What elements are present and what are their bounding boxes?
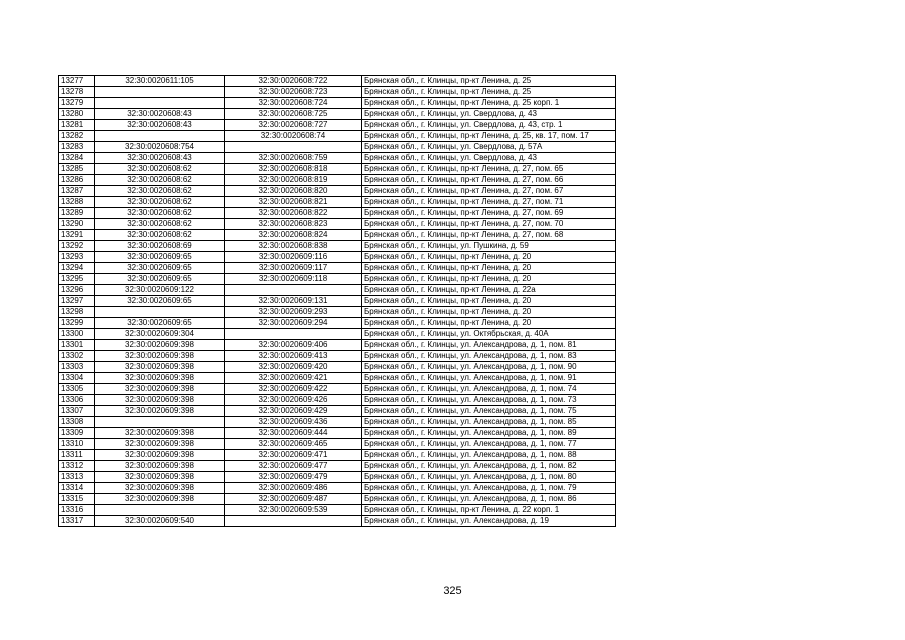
address-cell: Брянская обл., г. Клинцы, ул. Александрова, д. 1, пом. 85 <box>362 417 616 428</box>
row-number-cell: 13308 <box>59 417 95 428</box>
parent-cadastral-number-cell: 32:30:0020608:62 <box>95 230 225 241</box>
table-row <box>59 230 616 241</box>
row-number-cell: 13304 <box>59 373 95 384</box>
row-number-cell: 13307 <box>59 406 95 417</box>
address-cell: Брянская обл., г. Клинцы, ул. Александрова, д. 1, пом. 83 <box>362 351 616 362</box>
address-cell: Брянская обл., г. Клинцы, ул. Александрова, д. 1, пом. 89 <box>362 428 616 439</box>
row-number-cell: 13305 <box>59 384 95 395</box>
cadastral-number-cell: 32:30:0020608:821 <box>225 197 362 208</box>
table-row <box>59 483 616 494</box>
parent-cadastral-number-cell: 32:30:0020608:62 <box>95 197 225 208</box>
table-row <box>59 252 616 263</box>
parent-cadastral-number-cell: 32:30:0020608:62 <box>95 219 225 230</box>
address-cell: Брянская обл., г. Клинцы, ул. Александрова, д. 1, пом. 91 <box>362 373 616 384</box>
address-cell: Брянская обл., г. Клинцы, ул. Свердлова, д. 43 <box>362 109 616 120</box>
address-cell: Брянская обл., г. Клинцы, пр-кт Ленина, д. 27, пом. 69 <box>362 208 616 219</box>
address-cell: Брянская обл., г. Клинцы, пр-кт Ленина, д. 22 корп. 1 <box>362 505 616 516</box>
cadastral-number-cell: 32:30:0020609:471 <box>225 450 362 461</box>
table-row <box>59 274 616 285</box>
address-cell: Брянская обл., г. Клинцы, пр-кт Ленина, д. 25 <box>362 76 616 87</box>
table-row <box>59 373 616 384</box>
parent-cadastral-number-cell: 32:30:0020608:62 <box>95 208 225 219</box>
cadastral-number-cell: 32:30:0020609:413 <box>225 351 362 362</box>
row-number-cell: 13292 <box>59 241 95 252</box>
address-cell: Брянская обл., г. Клинцы, пр-кт Ленина, д. 27, пом. 70 <box>362 219 616 230</box>
cadastral-number-cell: 32:30:0020609:486 <box>225 483 362 494</box>
address-cell: Брянская обл., г. Клинцы, ул. Александрова, д. 1, пом. 77 <box>362 439 616 450</box>
cadastral-number-cell: 32:30:0020608:819 <box>225 175 362 186</box>
cadastral-number-cell: 32:30:0020608:838 <box>225 241 362 252</box>
parent-cadastral-number-cell <box>95 505 225 516</box>
cadastral-number-cell: 32:30:0020609:426 <box>225 395 362 406</box>
cadastral-number-cell: 32:30:0020608:727 <box>225 120 362 131</box>
address-cell: Брянская обл., г. Клинцы, пр-кт Ленина, д. 27, пом. 71 <box>362 197 616 208</box>
parent-cadastral-number-cell: 32:30:0020608:62 <box>95 186 225 197</box>
table-row <box>59 329 616 340</box>
address-cell: Брянская обл., г. Клинцы, пр-кт Ленина, д. 27, пом. 65 <box>362 164 616 175</box>
cadastral-number-cell: 32:30:0020609:444 <box>225 428 362 439</box>
row-number-cell: 13313 <box>59 472 95 483</box>
row-number-cell: 13303 <box>59 362 95 373</box>
cadastral-number-cell: 32:30:0020609:436 <box>225 417 362 428</box>
cadastral-number-cell: 32:30:0020609:465 <box>225 439 362 450</box>
parent-cadastral-number-cell: 32:30:0020609:398 <box>95 494 225 505</box>
parent-cadastral-number-cell: 32:30:0020609:65 <box>95 296 225 307</box>
row-number-cell: 13284 <box>59 153 95 164</box>
parent-cadastral-number-cell: 32:30:0020609:65 <box>95 274 225 285</box>
table-row <box>59 186 616 197</box>
parent-cadastral-number-cell: 32:30:0020609:398 <box>95 450 225 461</box>
parent-cadastral-number-cell: 32:30:0020609:65 <box>95 252 225 263</box>
address-cell: Брянская обл., г. Клинцы, пр-кт Ленина, д. 20 <box>362 307 616 318</box>
cadastral-number-cell: 32:30:0020609:539 <box>225 505 362 516</box>
address-cell: Брянская обл., г. Клинцы, ул. Октябрьская, д. 40А <box>362 329 616 340</box>
parent-cadastral-number-cell: 32:30:0020608:43 <box>95 109 225 120</box>
address-cell: Брянская обл., г. Клинцы, пр-кт Ленина, д. 20 <box>362 252 616 263</box>
row-number-cell: 13312 <box>59 461 95 472</box>
cadastral-number-cell: 32:30:0020608:824 <box>225 230 362 241</box>
parent-cadastral-number-cell: 32:30:0020609:398 <box>95 373 225 384</box>
address-cell: Брянская обл., г. Клинцы, ул. Александрова, д. 1, пом. 82 <box>362 461 616 472</box>
cadastral-number-cell: 32:30:0020609:477 <box>225 461 362 472</box>
page-number: 325 <box>443 585 462 597</box>
parent-cadastral-number-cell: 32:30:0020609:398 <box>95 395 225 406</box>
table-row <box>59 406 616 417</box>
parent-cadastral-number-cell: 32:30:0020609:398 <box>95 439 225 450</box>
row-number-cell: 13310 <box>59 439 95 450</box>
cadastral-number-cell: 32:30:0020609:487 <box>225 494 362 505</box>
cadastral-number-cell: 32:30:0020608:822 <box>225 208 362 219</box>
table-row <box>59 164 616 175</box>
parent-cadastral-number-cell <box>95 417 225 428</box>
table-row <box>59 417 616 428</box>
cadastral-number-cell <box>225 516 362 527</box>
address-cell: Брянская обл., г. Клинцы, пр-кт Ленина, д. 25, кв. 17, пом. 17 <box>362 131 616 142</box>
table-row <box>59 153 616 164</box>
address-cell: Брянская обл., г. Клинцы, ул. Александрова, д. 1, пом. 88 <box>362 450 616 461</box>
address-cell: Брянская обл., г. Клинцы, ул. Александрова, д. 1, пом. 81 <box>362 340 616 351</box>
table-row <box>59 450 616 461</box>
address-cell: Брянская обл., г. Клинцы, пр-кт Ленина, д. 20 <box>362 263 616 274</box>
table-row <box>59 340 616 351</box>
table-row <box>59 351 616 362</box>
address-cell: Брянская обл., г. Клинцы, пр-кт Ленина, д. 20 <box>362 296 616 307</box>
address-cell: Брянская обл., г. Клинцы, пр-кт Ленина, д. 27, пом. 66 <box>362 175 616 186</box>
cadastral-number-cell: 32:30:0020609:131 <box>225 296 362 307</box>
parent-cadastral-number-cell: 32:30:0020609:65 <box>95 263 225 274</box>
row-number-cell: 13291 <box>59 230 95 241</box>
row-number-cell: 13286 <box>59 175 95 186</box>
table-row <box>59 516 616 527</box>
cadastral-number-cell: 32:30:0020608:820 <box>225 186 362 197</box>
cadastral-number-cell: 32:30:0020609:420 <box>225 362 362 373</box>
row-number-cell: 13311 <box>59 450 95 461</box>
table-row <box>59 461 616 472</box>
table-row <box>59 131 616 142</box>
table-body <box>59 76 616 527</box>
table-row <box>59 439 616 450</box>
table-row <box>59 175 616 186</box>
cadastral-number-cell: 32:30:0020609:118 <box>225 274 362 285</box>
table-row <box>59 98 616 109</box>
row-number-cell: 13314 <box>59 483 95 494</box>
row-number-cell: 13282 <box>59 131 95 142</box>
row-number-cell: 13306 <box>59 395 95 406</box>
parent-cadastral-number-cell: 32:30:0020608:62 <box>95 164 225 175</box>
table-row <box>59 208 616 219</box>
row-number-cell: 13300 <box>59 329 95 340</box>
parent-cadastral-number-cell: 32:30:0020609:398 <box>95 340 225 351</box>
table-row <box>59 494 616 505</box>
row-number-cell: 13285 <box>59 164 95 175</box>
row-number-cell: 13316 <box>59 505 95 516</box>
row-number-cell: 13295 <box>59 274 95 285</box>
row-number-cell: 13288 <box>59 197 95 208</box>
table-row <box>59 296 616 307</box>
table-row <box>59 395 616 406</box>
parent-cadastral-number-cell: 32:30:0020609:65 <box>95 318 225 329</box>
cadastral-number-cell: 32:30:0020609:293 <box>225 307 362 318</box>
address-cell: Брянская обл., г. Клинцы, ул. Александрова, д. 1, пом. 75 <box>362 406 616 417</box>
address-cell: Брянская обл., г. Клинцы, пр-кт Ленина, д. 25 корп. 1 <box>362 98 616 109</box>
cadastral-number-cell: 32:30:0020609:422 <box>225 384 362 395</box>
parent-cadastral-number-cell <box>95 87 225 98</box>
cadastral-number-cell: 32:30:0020609:294 <box>225 318 362 329</box>
parent-cadastral-number-cell: 32:30:0020609:398 <box>95 428 225 439</box>
table-row <box>59 472 616 483</box>
table-row <box>59 384 616 395</box>
row-number-cell: 13293 <box>59 252 95 263</box>
table-row <box>59 362 616 373</box>
cadastral-number-cell: 32:30:0020608:722 <box>225 76 362 87</box>
cadastral-number-cell: 32:30:0020608:724 <box>225 98 362 109</box>
parent-cadastral-number-cell: 32:30:0020609:398 <box>95 362 225 373</box>
row-number-cell: 13290 <box>59 219 95 230</box>
parent-cadastral-number-cell: 32:30:0020608:754 <box>95 142 225 153</box>
table-row <box>59 142 616 153</box>
row-number-cell: 13277 <box>59 76 95 87</box>
row-number-cell: 13289 <box>59 208 95 219</box>
table-row <box>59 197 616 208</box>
address-cell: Брянская обл., г. Клинцы, пр-кт Ленина, д. 20 <box>362 318 616 329</box>
address-cell: Брянская обл., г. Клинцы, пр-кт Ленина, д. 20 <box>362 274 616 285</box>
row-number-cell: 13280 <box>59 109 95 120</box>
parent-cadastral-number-cell: 32:30:0020608:62 <box>95 175 225 186</box>
address-cell: Брянская обл., г. Клинцы, ул. Александрова, д. 1, пом. 86 <box>362 494 616 505</box>
parent-cadastral-number-cell: 32:30:0020611:105 <box>95 76 225 87</box>
cadastral-number-cell: 32:30:0020608:823 <box>225 219 362 230</box>
table-row <box>59 219 616 230</box>
address-cell: Брянская обл., г. Клинцы, пр-кт Ленина, д. 25 <box>362 87 616 98</box>
cadastral-number-cell: 32:30:0020608:759 <box>225 153 362 164</box>
table-row <box>59 285 616 296</box>
row-number-cell: 13283 <box>59 142 95 153</box>
parent-cadastral-number-cell: 32:30:0020608:43 <box>95 153 225 164</box>
address-cell: Брянская обл., г. Клинцы, пр-кт Ленина, д. 22а <box>362 285 616 296</box>
address-cell: Брянская обл., г. Клинцы, ул. Свердлова, д. 57А <box>362 142 616 153</box>
table-row <box>59 120 616 131</box>
address-cell: Брянская обл., г. Клинцы, ул. Александрова, д. 1, пом. 80 <box>362 472 616 483</box>
cadastral-number-cell: 32:30:0020609:117 <box>225 263 362 274</box>
cadastral-number-cell <box>225 285 362 296</box>
cadastral-number-cell: 32:30:0020609:421 <box>225 373 362 384</box>
table-row <box>59 263 616 274</box>
cadastral-number-cell: 32:30:0020608:725 <box>225 109 362 120</box>
parent-cadastral-number-cell <box>95 98 225 109</box>
parent-cadastral-number-cell: 32:30:0020609:398 <box>95 483 225 494</box>
address-cell: Брянская обл., г. Клинцы, пр-кт Ленина, д. 27, пом. 67 <box>362 186 616 197</box>
row-number-cell: 13299 <box>59 318 95 329</box>
cadastral-table <box>58 75 616 527</box>
row-number-cell: 13302 <box>59 351 95 362</box>
parent-cadastral-number-cell <box>95 131 225 142</box>
row-number-cell: 13298 <box>59 307 95 318</box>
cadastral-number-cell <box>225 329 362 340</box>
address-cell: Брянская обл., г. Клинцы, ул. Свердлова, д. 43, стр. 1 <box>362 120 616 131</box>
table-row <box>59 307 616 318</box>
row-number-cell: 13301 <box>59 340 95 351</box>
parent-cadastral-number-cell: 32:30:0020609:398 <box>95 472 225 483</box>
table-row <box>59 428 616 439</box>
cadastral-number-cell: 32:30:0020608:74 <box>225 131 362 142</box>
row-number-cell: 13281 <box>59 120 95 131</box>
row-number-cell: 13315 <box>59 494 95 505</box>
address-cell: Брянская обл., г. Клинцы, ул. Александрова, д. 1, пом. 73 <box>362 395 616 406</box>
parent-cadastral-number-cell: 32:30:0020609:398 <box>95 384 225 395</box>
parent-cadastral-number-cell: 32:30:0020609:122 <box>95 285 225 296</box>
cadastral-number-cell: 32:30:0020609:429 <box>225 406 362 417</box>
cadastral-number-cell: 32:30:0020608:723 <box>225 87 362 98</box>
address-cell: Брянская обл., г. Клинцы, ул. Пушкина, д. 59 <box>362 241 616 252</box>
row-number-cell: 13309 <box>59 428 95 439</box>
cadastral-number-cell: 32:30:0020609:406 <box>225 340 362 351</box>
table-row <box>59 109 616 120</box>
parent-cadastral-number-cell: 32:30:0020609:398 <box>95 461 225 472</box>
parent-cadastral-number-cell: 32:30:0020609:398 <box>95 406 225 417</box>
table-row <box>59 76 616 87</box>
table-row <box>59 318 616 329</box>
cadastral-number-cell: 32:30:0020608:818 <box>225 164 362 175</box>
row-number-cell: 13279 <box>59 98 95 109</box>
cadastral-number-cell: 32:30:0020609:116 <box>225 252 362 263</box>
address-cell: Брянская обл., г. Клинцы, ул. Свердлова, д. 43 <box>362 153 616 164</box>
address-cell: Брянская обл., г. Клинцы, ул. Александрова, д. 19 <box>362 516 616 527</box>
address-cell: Брянская обл., г. Клинцы, ул. Александрова, д. 1, пом. 90 <box>362 362 616 373</box>
parent-cadastral-number-cell: 32:30:0020608:69 <box>95 241 225 252</box>
row-number-cell: 13297 <box>59 296 95 307</box>
parent-cadastral-number-cell: 32:30:0020609:398 <box>95 351 225 362</box>
table-row <box>59 87 616 98</box>
cadastral-number-cell <box>225 142 362 153</box>
address-cell: Брянская обл., г. Клинцы, ул. Александрова, д. 1, пом. 79 <box>362 483 616 494</box>
table-row <box>59 505 616 516</box>
row-number-cell: 13296 <box>59 285 95 296</box>
row-number-cell: 13287 <box>59 186 95 197</box>
row-number-cell: 13278 <box>59 87 95 98</box>
row-number-cell: 13317 <box>59 516 95 527</box>
parent-cadastral-number-cell: 32:30:0020608:43 <box>95 120 225 131</box>
cadastral-number-cell: 32:30:0020609:479 <box>225 472 362 483</box>
address-cell: Брянская обл., г. Клинцы, пр-кт Ленина, д. 27, пом. 68 <box>362 230 616 241</box>
parent-cadastral-number-cell <box>95 307 225 318</box>
parent-cadastral-number-cell: 32:30:0020609:540 <box>95 516 225 527</box>
address-cell: Брянская обл., г. Клинцы, ул. Александрова, д. 1, пом. 74 <box>362 384 616 395</box>
row-number-cell: 13294 <box>59 263 95 274</box>
parent-cadastral-number-cell: 32:30:0020609:304 <box>95 329 225 340</box>
table-row <box>59 241 616 252</box>
